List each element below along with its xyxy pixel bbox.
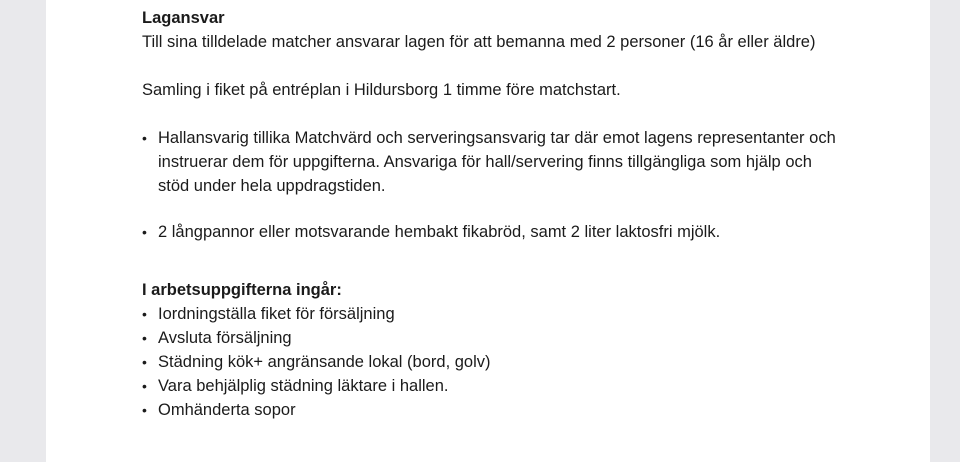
bullet-icon: • [142,330,147,346]
gathering-paragraph: Samling i fiket på entréplan i Hildursborg 1 timme före matchstart. [142,81,621,99]
section-heading-tasks: I arbetsuppgifterna ingår: [142,281,342,299]
list-item-text: Avsluta försäljning [158,329,292,347]
bullet-icon: • [142,402,147,418]
list-item [142,374,842,398]
list-item-text: Hallansvarig tillika Matchvärd och serveringsansvarig tar där emot lagens representanter och instruerar dem för uppgifterna. Ansvariga för hall/servering finns tillgängliga som hjälp och stöd under hela uppdragstiden. [158,129,836,195]
bullet-icon: • [142,378,147,394]
document-content [142,6,842,422]
tasks-list [142,302,842,422]
list-item [142,220,842,244]
section-heading-lagansvar: Lagansvar [142,9,225,27]
list-item-text: Iordningställa fiket för försäljning [158,305,395,323]
list-item-text: 2 långpannor eller motsvarande hembakt fikabröd, samt 2 liter laktosfri mjölk. [158,223,721,241]
list-item-text: Vara behjälplig städning läktare i hallen. [158,377,449,395]
list-item [142,126,838,198]
intro-paragraph: Till sina tilldelade matcher ansvarar lagen för att bemanna med 2 personer (16 år eller äldre) [142,33,816,51]
bullet-icon: • [142,224,147,240]
responsibility-list [142,126,842,244]
document-page [46,0,930,462]
list-item [142,350,842,374]
list-item [142,398,842,422]
bullet-icon: • [142,306,147,322]
list-item [142,326,842,350]
list-item-text: Städning kök+ angränsande lokal (bord, golv) [158,353,491,371]
list-item [142,302,842,326]
list-item-text: Omhänderta sopor [158,401,296,419]
bullet-icon: • [142,354,147,370]
bullet-icon: • [142,130,147,146]
